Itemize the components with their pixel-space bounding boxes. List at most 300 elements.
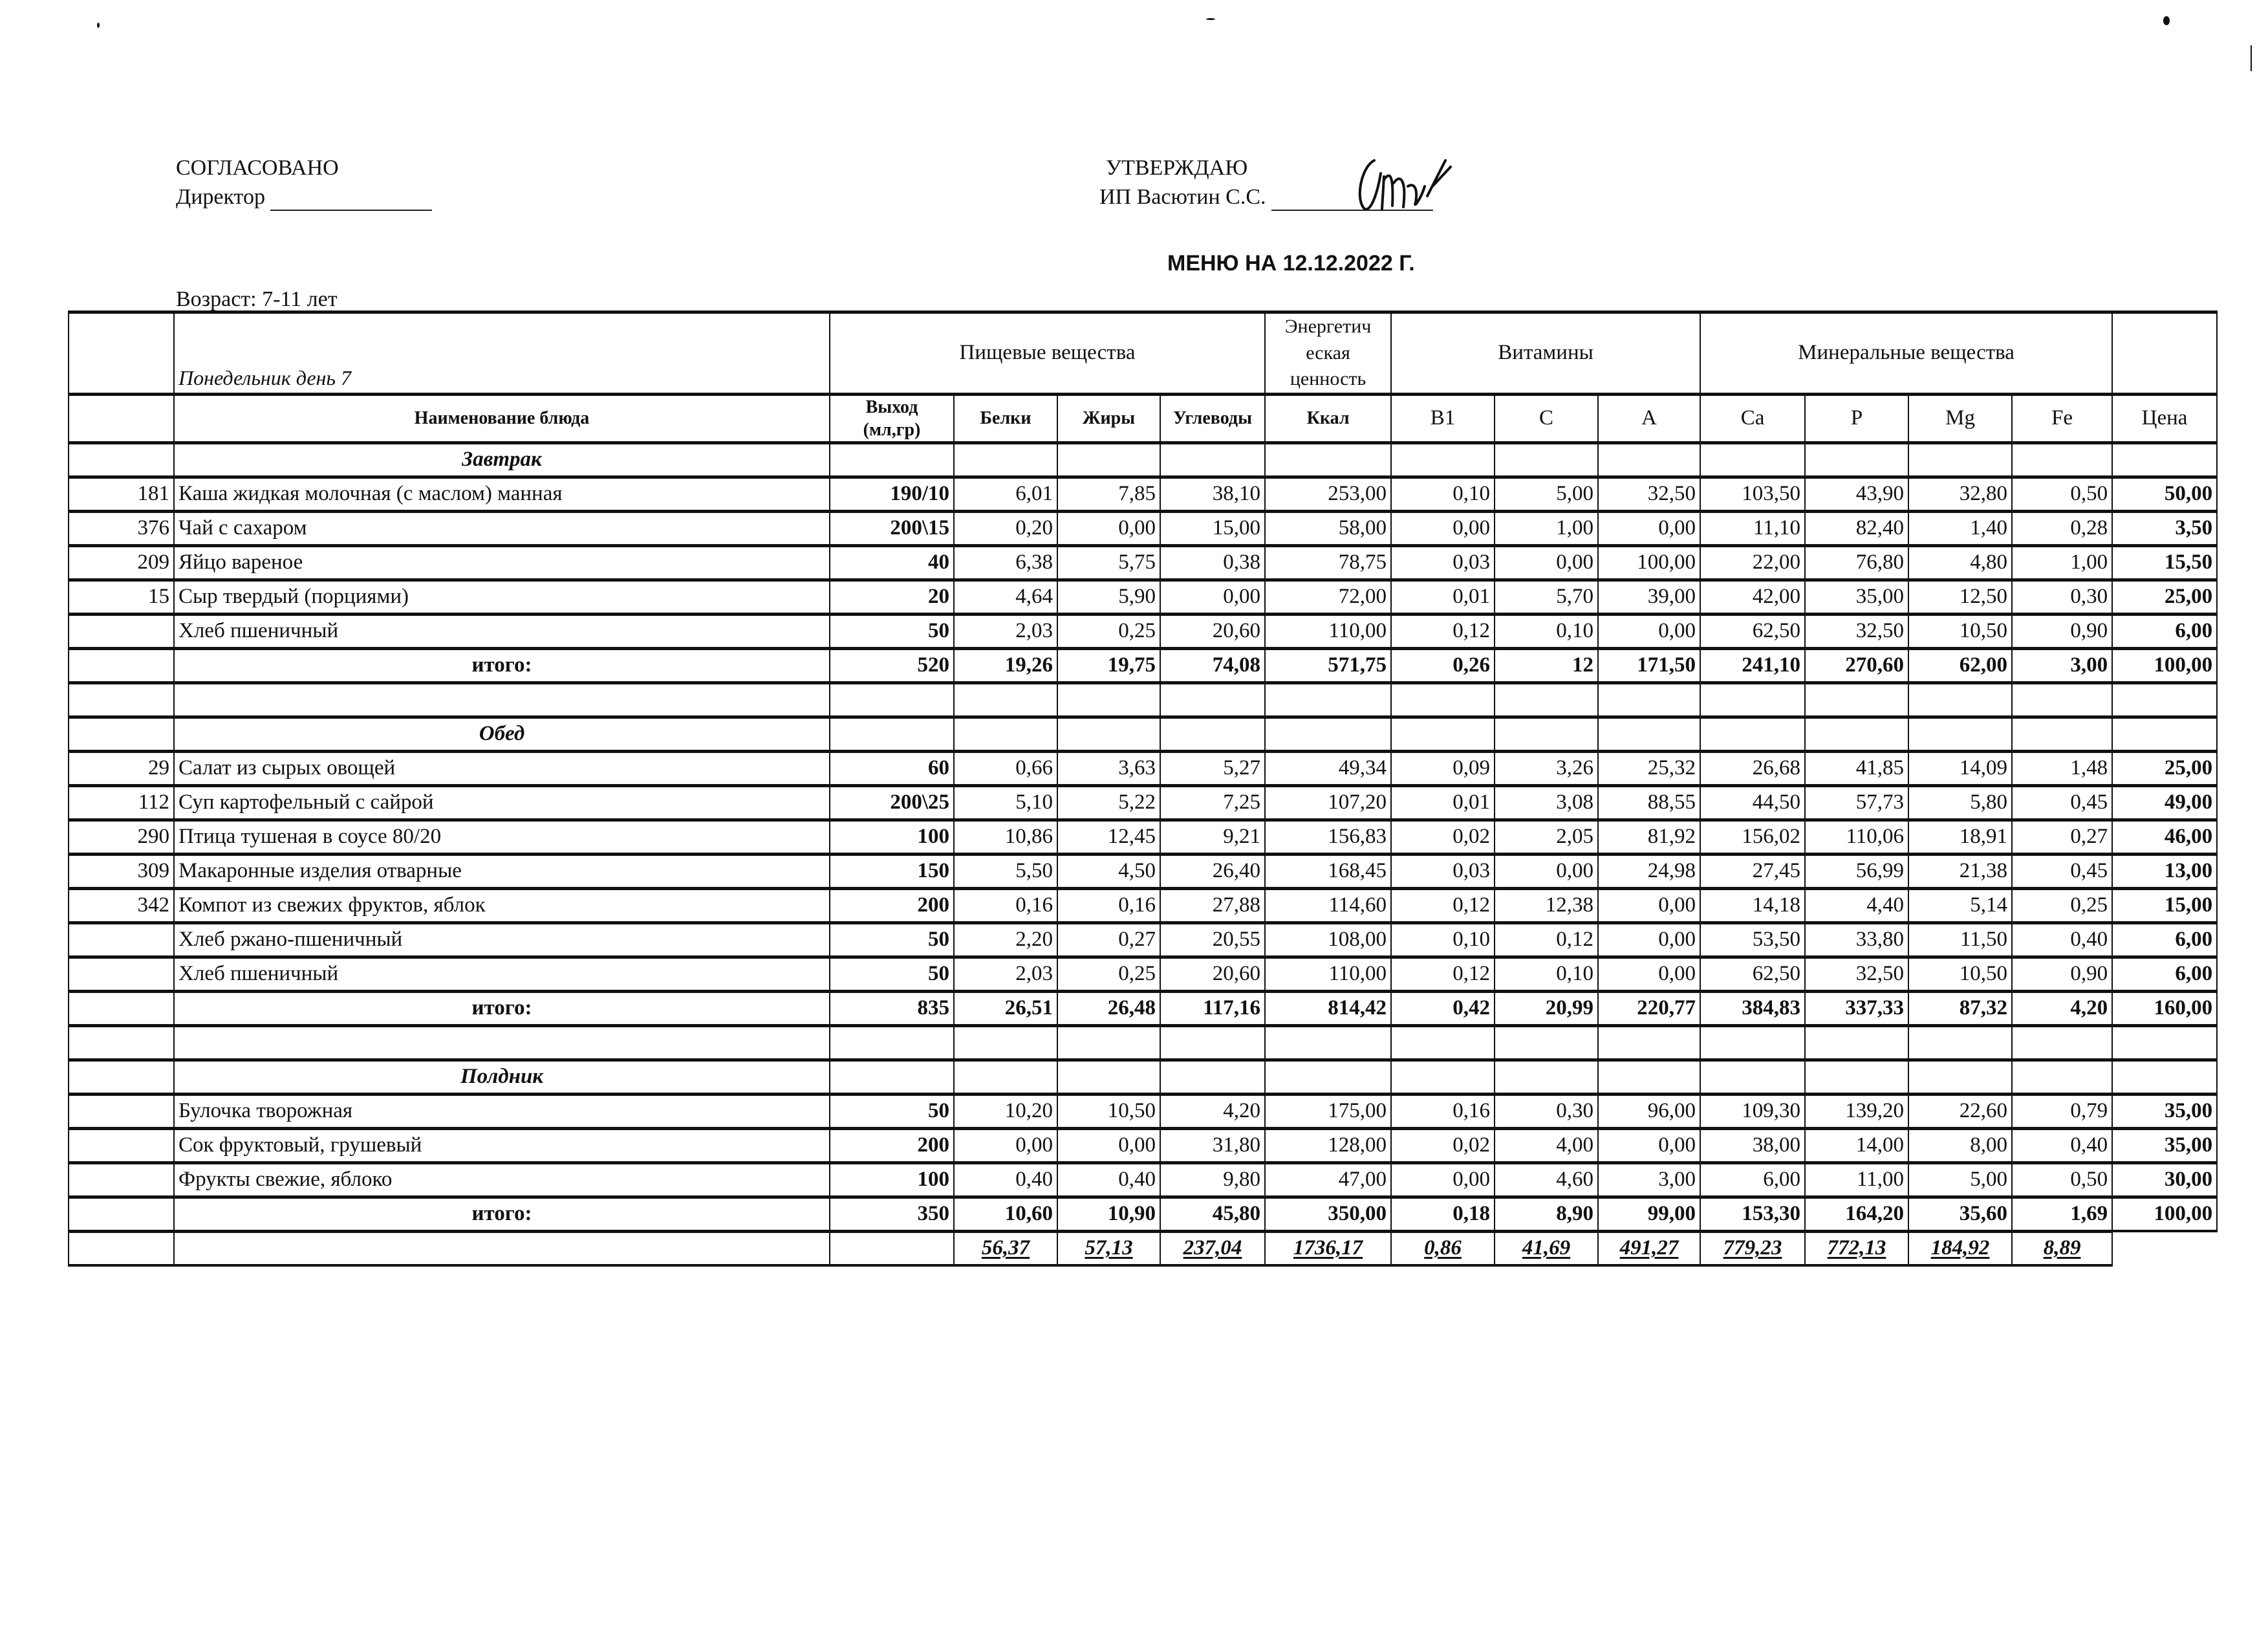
dish-protein: 0,00 (954, 1128, 1057, 1162)
empty-cell (1495, 1025, 1598, 1060)
total-protein: 10,60 (954, 1197, 1057, 1231)
dish-fat: 4,50 (1057, 854, 1160, 888)
total-c: 12 (1495, 648, 1598, 682)
dish-code (69, 922, 174, 957)
dish-a: 88,55 (1598, 785, 1700, 820)
dish-yield: 50 (830, 614, 954, 648)
empty-cell (1057, 442, 1160, 477)
dish-code: 112 (69, 785, 174, 820)
dish-price: 35,00 (2112, 1094, 2217, 1128)
empty-cell (1495, 682, 1598, 717)
dish-row (69, 477, 2217, 511)
dish-code: 15 (69, 580, 174, 614)
dish-kcal: 108,00 (1265, 922, 1391, 957)
day-label: Понедельник день 7 (174, 312, 830, 395)
dish-code: 376 (69, 511, 174, 545)
empty-cell (1805, 442, 1908, 477)
dish-mg: 18,91 (1908, 820, 2012, 854)
total-ca: 153,30 (1700, 1197, 1805, 1231)
empty-cell (1391, 717, 1495, 751)
grand-total-fe (2012, 1231, 2112, 1265)
dish-name: Салат из сырых овощей (174, 751, 830, 785)
grand-total-b1 (1391, 1231, 1495, 1265)
total-fe: 1,69 (2012, 1197, 2112, 1231)
dish-c: 5,00 (1495, 477, 1598, 511)
dish-p: 33,80 (1805, 922, 1908, 957)
dish-carbs: 20,55 (1160, 922, 1265, 957)
total-p: 270,60 (1805, 648, 1908, 682)
dish-a: 0,00 (1598, 957, 1700, 991)
empty-cell (1598, 1060, 1700, 1094)
grand-total-value: 57,13 (1085, 1236, 1133, 1260)
dish-name: Макаронные изделия отварные (174, 854, 830, 888)
dish-ca: 6,00 (1700, 1162, 1805, 1197)
dish-code (69, 1094, 174, 1128)
dish-fat: 5,90 (1057, 580, 1160, 614)
dish-yield: 50 (830, 957, 954, 991)
dish-p: 35,00 (1805, 580, 1908, 614)
dish-ca: 53,50 (1700, 922, 1805, 957)
col-yield-line: Выход (865, 397, 918, 417)
empty-cell (69, 1060, 174, 1094)
dish-mg: 5,14 (1908, 888, 2012, 922)
dish-row (69, 580, 2217, 614)
handwritten-signature-icon (1348, 147, 1504, 219)
grand-total-value: 491,27 (1619, 1236, 1679, 1260)
empty-cell (1700, 717, 1805, 751)
dish-mg: 14,09 (1908, 751, 2012, 785)
dish-b1: 0,02 (1391, 1128, 1495, 1162)
grand-total-fat (1057, 1231, 1160, 1265)
dish-fat: 10,50 (1057, 1094, 1160, 1128)
empty-cell (1598, 717, 1700, 751)
total-a: 171,50 (1598, 648, 1700, 682)
total-ca: 241,10 (1700, 648, 1805, 682)
dish-c: 0,00 (1495, 545, 1598, 580)
dish-row (69, 1162, 2217, 1197)
dish-p: 4,40 (1805, 888, 1908, 922)
empty-cell (1805, 682, 1908, 717)
empty-cell (830, 442, 954, 477)
header-nutrients: Пищевые вещества (830, 312, 1265, 395)
total-fe: 4,20 (2012, 991, 2112, 1025)
dish-c: 1,00 (1495, 511, 1598, 545)
empty-cell (1908, 442, 2012, 477)
menu-body (69, 442, 2217, 1265)
age-label: Возраст: 7-11 лет (176, 287, 338, 311)
total-fat: 10,90 (1057, 1197, 1160, 1231)
dish-price: 13,00 (2112, 854, 2217, 888)
dish-price: 6,00 (2112, 614, 2217, 648)
col-p: P (1805, 394, 1908, 442)
dish-carbs: 9,21 (1160, 820, 1265, 854)
dish-protein: 5,50 (954, 854, 1057, 888)
empty-cell (1598, 1025, 1700, 1060)
empty-cell (1700, 682, 1805, 717)
dish-row (69, 614, 2217, 648)
grand-total-value: 237,04 (1183, 1236, 1242, 1260)
header-energy (1265, 312, 1391, 395)
empty-cell (1160, 1060, 1265, 1094)
empty-cell (69, 442, 174, 477)
dish-a: 0,00 (1598, 614, 1700, 648)
empty-cell (69, 682, 174, 717)
dish-c: 3,26 (1495, 751, 1598, 785)
dish-yield: 40 (830, 545, 954, 580)
dish-a: 0,00 (1598, 1128, 1700, 1162)
empty-cell (1700, 442, 1805, 477)
empty-cell (1908, 1060, 2012, 1094)
empty-cell (2012, 1060, 2112, 1094)
section-title: Завтрак (174, 442, 830, 477)
dish-c: 0,10 (1495, 614, 1598, 648)
dish-name: Хлеб пшеничный (174, 957, 830, 991)
dish-b1: 0,12 (1391, 957, 1495, 991)
director-signature-line (270, 190, 432, 211)
dish-carbs: 38,10 (1160, 477, 1265, 511)
empty-cell (1908, 682, 2012, 717)
dish-yield: 150 (830, 854, 954, 888)
section-title: Обед (174, 717, 830, 751)
total-a: 220,77 (1598, 991, 1700, 1025)
dish-row (69, 511, 2217, 545)
dish-yield: 200 (830, 888, 954, 922)
dish-carbs: 27,88 (1160, 888, 1265, 922)
total-p: 164,20 (1805, 1197, 1908, 1231)
dish-yield: 20 (830, 580, 954, 614)
dish-protein: 10,86 (954, 820, 1057, 854)
dish-protein: 4,64 (954, 580, 1057, 614)
dish-p: 32,50 (1805, 957, 1908, 991)
dish-kcal: 47,00 (1265, 1162, 1391, 1197)
approval-left (176, 155, 432, 211)
empty-cell (1160, 682, 1265, 717)
grand-total-value: 56,37 (981, 1236, 1030, 1260)
total-carbs: 45,80 (1160, 1197, 1265, 1231)
dish-price: 15,50 (2112, 545, 2217, 580)
dish-name: Чай с сахаром (174, 511, 830, 545)
dish-mg: 21,38 (1908, 854, 2012, 888)
empty-cell (2112, 717, 2217, 751)
dish-fat: 0,25 (1057, 614, 1160, 648)
approval-left-heading: СОГЛАСОВАНО (176, 156, 339, 180)
grand-total-value: 184,92 (1930, 1236, 1990, 1260)
dish-code: 181 (69, 477, 174, 511)
empty-cell (1598, 682, 1700, 717)
dish-fe: 0,40 (2012, 1128, 2112, 1162)
dish-b1: 0,10 (1391, 922, 1495, 957)
empty-cell (830, 1060, 954, 1094)
col-fe: Fe (2012, 394, 2112, 442)
dish-b1: 0,00 (1391, 1162, 1495, 1197)
dish-mg: 4,80 (1908, 545, 2012, 580)
empty-cell (1495, 442, 1598, 477)
empty-cell (830, 1231, 954, 1265)
total-c: 20,99 (1495, 991, 1598, 1025)
dish-name: Фрукты свежие, яблоко (174, 1162, 830, 1197)
dish-row (69, 785, 2217, 820)
dish-fat: 12,45 (1057, 820, 1160, 854)
empty-cell (69, 1231, 174, 1265)
dish-carbs: 4,20 (1160, 1094, 1265, 1128)
empty-cell (2112, 682, 2217, 717)
empty-cell (830, 717, 954, 751)
dish-kcal: 72,00 (1265, 580, 1391, 614)
dish-kcal: 58,00 (1265, 511, 1391, 545)
empty-cell (1908, 717, 2012, 751)
dish-name: Компот из свежих фруктов, яблок (174, 888, 830, 922)
dish-price: 50,00 (2112, 477, 2217, 511)
total-label: итого: (174, 648, 830, 682)
dish-code (69, 1162, 174, 1197)
dish-kcal: 175,00 (1265, 1094, 1391, 1128)
section-header-row (69, 442, 2217, 477)
empty-cell (1160, 1025, 1265, 1060)
dish-c: 4,00 (1495, 1128, 1598, 1162)
dish-carbs: 31,80 (1160, 1128, 1265, 1162)
dish-fe: 0,50 (2012, 477, 2112, 511)
empty-cell (1700, 1025, 1805, 1060)
total-yield: 835 (830, 991, 954, 1025)
dish-name: Сыр твердый (порциями) (174, 580, 830, 614)
dish-row (69, 854, 2217, 888)
header-energy-line: еская (1306, 342, 1350, 364)
empty-cell (2112, 1231, 2217, 1265)
dish-carbs: 20,60 (1160, 957, 1265, 991)
dish-mg: 11,50 (1908, 922, 2012, 957)
empty-cell (1391, 1060, 1495, 1094)
spacer-row (69, 682, 2217, 717)
total-b1: 0,26 (1391, 648, 1495, 682)
empty-cell (2012, 717, 2112, 751)
scan-speck (2163, 16, 2170, 25)
empty-cell (1057, 682, 1160, 717)
total-p: 337,33 (1805, 991, 1908, 1025)
empty-cell (954, 1060, 1057, 1094)
col-mg: Mg (1908, 394, 2012, 442)
dish-fe: 0,25 (2012, 888, 2112, 922)
dish-yield: 100 (830, 820, 954, 854)
dish-code: 29 (69, 751, 174, 785)
dish-fe: 0,27 (2012, 820, 2112, 854)
dish-price: 15,00 (2112, 888, 2217, 922)
grand-total-p (1805, 1231, 1908, 1265)
dish-p: 82,40 (1805, 511, 1908, 545)
col-kcal: Ккал (1265, 394, 1391, 442)
grand-total-carbs (1160, 1231, 1265, 1265)
dish-kcal: 253,00 (1265, 477, 1391, 511)
dish-row (69, 922, 2217, 957)
total-price: 100,00 (2112, 1197, 2217, 1231)
empty-cell (1057, 1060, 1160, 1094)
dish-row (69, 820, 2217, 854)
dish-row (69, 545, 2217, 580)
grand-total-value: 0,86 (1424, 1236, 1462, 1260)
dish-fe: 0,79 (2012, 1094, 2112, 1128)
dish-mg: 10,50 (1908, 957, 2012, 991)
dish-protein: 10,20 (954, 1094, 1057, 1128)
dish-kcal: 110,00 (1265, 614, 1391, 648)
empty-cell (1265, 1060, 1391, 1094)
dish-fe: 0,90 (2012, 957, 2112, 991)
dish-name: Булочка творожная (174, 1094, 830, 1128)
dish-ca: 62,50 (1700, 957, 1805, 991)
empty-cell (2112, 1025, 2217, 1060)
total-kcal: 814,42 (1265, 991, 1391, 1025)
total-mg: 87,32 (1908, 991, 2012, 1025)
dish-b1: 0,01 (1391, 580, 1495, 614)
total-protein: 26,51 (954, 991, 1057, 1025)
dish-c: 2,05 (1495, 820, 1598, 854)
empty-cell (1265, 682, 1391, 717)
total-c: 8,90 (1495, 1197, 1598, 1231)
grand-total-value: 1736,17 (1293, 1236, 1363, 1260)
dish-carbs: 15,00 (1160, 511, 1265, 545)
dish-code: 290 (69, 820, 174, 854)
grand-total-c (1495, 1231, 1598, 1265)
dish-code: 209 (69, 545, 174, 580)
empty-cell (1265, 1025, 1391, 1060)
col-ca: Ca (1700, 394, 1805, 442)
scan-speck (1206, 18, 1215, 20)
header-energy-line: Энергетич (1284, 316, 1372, 337)
empty-cell (69, 1025, 174, 1060)
approval-right-heading: УТВЕРЖДАЮ (1106, 156, 1248, 180)
dish-kcal: 168,45 (1265, 854, 1391, 888)
dish-fe: 0,45 (2012, 785, 2112, 820)
col-a: A (1598, 394, 1700, 442)
empty-cell (1495, 717, 1598, 751)
dish-price: 25,00 (2112, 751, 2217, 785)
dish-p: 139,20 (1805, 1094, 1908, 1128)
dish-yield: 50 (830, 922, 954, 957)
total-label: итого: (174, 991, 830, 1025)
empty-cell (1265, 717, 1391, 751)
grand-total-a (1598, 1231, 1700, 1265)
section-total-row (69, 991, 2217, 1025)
dish-name: Суп картофельный с сайрой (174, 785, 830, 820)
empty-cell (1057, 1025, 1160, 1060)
dish-a: 25,32 (1598, 751, 1700, 785)
empty-cell (174, 1231, 830, 1265)
empty-cell (2112, 1060, 2217, 1094)
dish-b1: 0,09 (1391, 751, 1495, 785)
dish-name: Хлеб ржано-пшеничный (174, 922, 830, 957)
col-carbs: Углеводы (1160, 394, 1265, 442)
dish-c: 3,08 (1495, 785, 1598, 820)
dish-price: 49,00 (2112, 785, 2217, 820)
section-title: Полдник (174, 1060, 830, 1094)
dish-fat: 5,22 (1057, 785, 1160, 820)
col-protein: Белки (954, 394, 1057, 442)
total-price: 160,00 (2112, 991, 2217, 1025)
dish-price: 6,00 (2112, 957, 2217, 991)
empty-cell (2012, 442, 2112, 477)
dish-fat: 3,63 (1057, 751, 1160, 785)
dish-mg: 32,80 (1908, 477, 2012, 511)
director-label: Директор (176, 184, 265, 209)
dish-carbs: 7,25 (1160, 785, 1265, 820)
total-price: 100,00 (2112, 648, 2217, 682)
empty-cell (1805, 717, 1908, 751)
dish-name: Каша жидкая молочная (с маслом) манная (174, 477, 830, 511)
empty-cell (1160, 717, 1265, 751)
col-fat: Жиры (1057, 394, 1160, 442)
dish-fat: 0,16 (1057, 888, 1160, 922)
dish-mg: 5,00 (1908, 1162, 2012, 1197)
header-minerals: Минеральные вещества (1700, 312, 2112, 395)
dish-kcal: 114,60 (1265, 888, 1391, 922)
dish-kcal: 78,75 (1265, 545, 1391, 580)
header-energy-line: ценность (1290, 368, 1366, 389)
dish-carbs: 0,38 (1160, 545, 1265, 580)
dish-b1: 0,02 (1391, 820, 1495, 854)
dish-p: 11,00 (1805, 1162, 1908, 1197)
grand-total-value: 772,13 (1827, 1236, 1886, 1260)
dish-fat: 0,00 (1057, 511, 1160, 545)
dish-fat: 0,25 (1057, 957, 1160, 991)
dish-c: 0,00 (1495, 854, 1598, 888)
header-price-group (2112, 312, 2217, 395)
grand-total-value: 779,23 (1723, 1236, 1782, 1260)
menu-table (68, 311, 2218, 1267)
dish-b1: 0,12 (1391, 888, 1495, 922)
signer-label: ИП Васютин С.С. (1099, 184, 1266, 209)
dish-yield: 200 (830, 1128, 954, 1162)
dish-mg: 10,50 (1908, 614, 2012, 648)
dish-fe: 0,40 (2012, 922, 2112, 957)
dish-row (69, 888, 2217, 922)
empty-cell (954, 682, 1057, 717)
section-header-row (69, 1060, 2217, 1094)
dish-protein: 0,20 (954, 511, 1057, 545)
dish-protein: 0,40 (954, 1162, 1057, 1197)
scan-speck (97, 23, 100, 28)
dish-a: 0,00 (1598, 922, 1700, 957)
total-label: итого: (174, 1197, 830, 1231)
dish-c: 5,70 (1495, 580, 1598, 614)
dish-a: 81,92 (1598, 820, 1700, 854)
dish-yield: 100 (830, 1162, 954, 1197)
dish-a: 96,00 (1598, 1094, 1700, 1128)
dish-p: 32,50 (1805, 614, 1908, 648)
dish-fe: 1,00 (2012, 545, 2112, 580)
spacer-row (69, 1025, 2217, 1060)
total-b1: 0,42 (1391, 991, 1495, 1025)
dish-carbs: 0,00 (1160, 580, 1265, 614)
col-yield-line: (мл,гр) (863, 419, 921, 440)
empty-cell (1391, 442, 1495, 477)
empty-cell (954, 717, 1057, 751)
dish-a: 24,98 (1598, 854, 1700, 888)
dish-carbs: 9,80 (1160, 1162, 1265, 1197)
col-dish-name: Наименование блюда (174, 394, 830, 442)
dish-c: 12,38 (1495, 888, 1598, 922)
empty-cell (1805, 1060, 1908, 1094)
dish-p: 41,85 (1805, 751, 1908, 785)
total-mg: 35,60 (1908, 1197, 2012, 1231)
scan-speck (2251, 45, 2252, 71)
grand-total-value: 8,89 (2043, 1236, 2081, 1260)
dish-b1: 0,03 (1391, 854, 1495, 888)
dish-fe: 0,50 (2012, 1162, 2112, 1197)
dish-carbs: 5,27 (1160, 751, 1265, 785)
dish-fat: 0,40 (1057, 1162, 1160, 1197)
empty-cell (69, 1197, 174, 1231)
dish-ca: 38,00 (1700, 1128, 1805, 1162)
total-ca: 384,83 (1700, 991, 1805, 1025)
total-b1: 0,18 (1391, 1197, 1495, 1231)
